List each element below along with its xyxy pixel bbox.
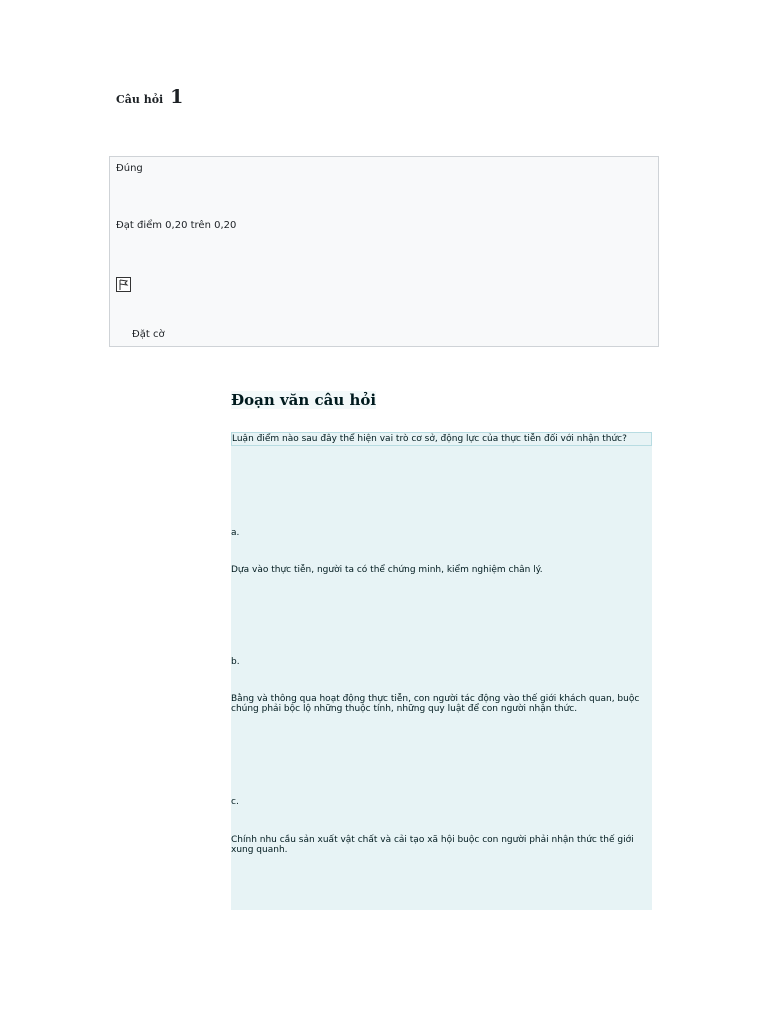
question-content	[231, 432, 652, 910]
answer-option-a-text[interactable]: Dựa vào thực tiễn, người ta có thể chứng minh, kiểm nghiệm chân lý.	[231, 565, 543, 575]
question-info-panel	[109, 156, 659, 347]
answer-option-c-text[interactable]: Chính nhu cầu sản xuất vật chất và cải tạo xã hội buộc con người phải nhận thức thế giới xung quanh.	[231, 835, 634, 855]
question-number	[116, 86, 183, 108]
flag-question-link[interactable]: Đặt cờ	[132, 329, 165, 340]
question-text-heading: Đoạn văn câu hỏi	[231, 391, 377, 409]
question-number-label: Câu hỏi	[116, 93, 164, 106]
question-state: Đúng	[116, 163, 143, 174]
question-number-value: 1	[170, 86, 184, 108]
question-text: Luận điểm nào sau đây thể hiện vai trò cơ sở, động lực của thực tiễn đối với nhận thức?	[231, 432, 652, 446]
answer-option-c-letter[interactable]: c.	[231, 797, 239, 807]
flag-icon-glyph	[117, 278, 130, 291]
flag-icon[interactable]	[116, 277, 131, 292]
answer-option-b-letter[interactable]: b.	[231, 657, 240, 667]
answer-option-b-text[interactable]: Bằng và thông qua hoạt động thực tiễn, con người tác động vào thế giới khách quan, buộc chúng phải bộc lộ những thuộc tính, những quy luật để con người nhận thức.	[231, 694, 640, 714]
answer-option-a-letter[interactable]: a.	[231, 528, 240, 538]
question-grade: Đạt điểm 0,20 trên 0,20	[116, 220, 237, 231]
